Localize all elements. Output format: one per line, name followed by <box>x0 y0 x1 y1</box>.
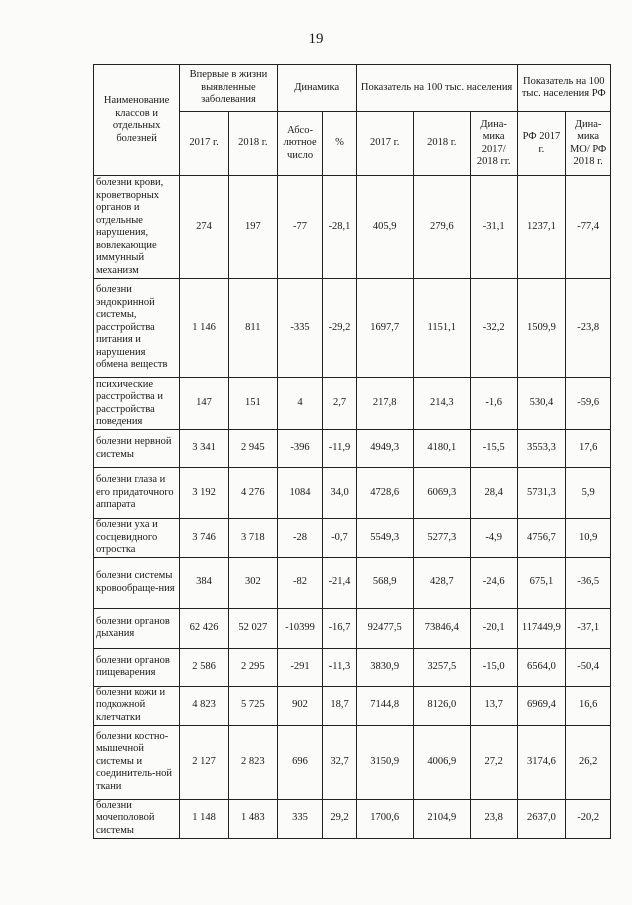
table-row <box>94 176 611 279</box>
cases-2017: 3 192 <box>180 468 229 519</box>
disease-name: болезни системы кровообраще-ния <box>94 557 180 608</box>
rate-2018: 3257,5 <box>413 648 470 686</box>
cases-2018: 4 276 <box>228 468 277 519</box>
disease-name: психические расстройства и расстройства поведения <box>94 378 180 430</box>
rate-2018: 279,6 <box>413 176 470 279</box>
header-rate-per-100k: Показатель на 100 тыс. населения <box>356 65 517 112</box>
cases-2018: 5 725 <box>228 686 277 725</box>
table-row <box>94 686 611 725</box>
dynamics-percent: -11,3 <box>323 648 356 686</box>
disease-name: болезни нервной системы <box>94 430 180 468</box>
cases-2017: 2 127 <box>180 725 229 799</box>
rate-2018: 214,3 <box>413 378 470 430</box>
table-row <box>94 519 611 558</box>
rf-rate-2017: 530,4 <box>517 378 566 430</box>
rate-2017: 4728,6 <box>356 468 413 519</box>
header-rf-2017: РФ 2017 г. <box>517 112 566 176</box>
dynamics-mo-rf: 26,2 <box>566 725 611 799</box>
cases-2017: 3 341 <box>180 430 229 468</box>
rf-rate-2017: 6969,4 <box>517 686 566 725</box>
cases-2017: 62 426 <box>180 608 229 648</box>
dynamics-percent: 2,7 <box>323 378 356 430</box>
header-dynamics: Динамика <box>277 65 356 112</box>
dynamics-percent: -21,4 <box>323 557 356 608</box>
rate-2017: 7144,8 <box>356 686 413 725</box>
dynamics-mo-rf: -50,4 <box>566 648 611 686</box>
dynamics-percent: -29,2 <box>323 279 356 378</box>
table-row <box>94 430 611 468</box>
dynamics-absolute: 4 <box>277 378 323 430</box>
cases-2018: 3 718 <box>228 519 277 558</box>
dynamics-percent: -16,7 <box>323 608 356 648</box>
rate-2018: 2104,9 <box>413 799 470 838</box>
rate-2018: 4180,1 <box>413 430 470 468</box>
rate-2017: 3150,9 <box>356 725 413 799</box>
dynamics-absolute: 902 <box>277 686 323 725</box>
rate-dynamics: -20,1 <box>470 608 517 648</box>
dynamics-mo-rf: -23,8 <box>566 279 611 378</box>
cases-2018: 197 <box>228 176 277 279</box>
dynamics-mo-rf: -77,4 <box>566 176 611 279</box>
rate-2017: 4949,3 <box>356 430 413 468</box>
header-dynamics-mo-rf: Дина-мика МО/ РФ 2018 г. <box>566 112 611 176</box>
dynamics-absolute: 696 <box>277 725 323 799</box>
dynamics-absolute: 1084 <box>277 468 323 519</box>
rate-dynamics: 13,7 <box>470 686 517 725</box>
cases-2017: 4 823 <box>180 686 229 725</box>
rate-dynamics: -24,6 <box>470 557 517 608</box>
rate-2018: 6069,3 <box>413 468 470 519</box>
dynamics-percent: -28,1 <box>323 176 356 279</box>
rate-2017: 1700,6 <box>356 799 413 838</box>
dynamics-absolute: -291 <box>277 648 323 686</box>
table-row <box>94 648 611 686</box>
disease-name: болезни органов пищеварения <box>94 648 180 686</box>
rate-2017: 217,8 <box>356 378 413 430</box>
rate-dynamics: -4,9 <box>470 519 517 558</box>
cases-2018: 151 <box>228 378 277 430</box>
header-first-time-detected: Впервые в жизни выявленные заболевания <box>180 65 278 112</box>
rate-2018: 428,7 <box>413 557 470 608</box>
page-number: 19 <box>308 31 324 47</box>
cases-2018: 1 483 <box>228 799 277 838</box>
disease-statistics-table <box>93 64 611 839</box>
rf-rate-2017: 2637,0 <box>517 799 566 838</box>
dynamics-absolute: -28 <box>277 519 323 558</box>
dynamics-mo-rf: 10,9 <box>566 519 611 558</box>
rate-2017: 405,9 <box>356 176 413 279</box>
cases-2017: 3 746 <box>180 519 229 558</box>
dynamics-mo-rf: -36,5 <box>566 557 611 608</box>
dynamics-mo-rf: 5,9 <box>566 468 611 519</box>
header-year-2017: 2017 г. <box>180 112 229 176</box>
rf-rate-2017: 117449,9 <box>517 608 566 648</box>
rate-2018: 1151,1 <box>413 279 470 378</box>
cases-2018: 2 295 <box>228 648 277 686</box>
dynamics-absolute: -335 <box>277 279 323 378</box>
rate-2018: 4006,9 <box>413 725 470 799</box>
dynamics-mo-rf: -59,6 <box>566 378 611 430</box>
rate-dynamics: 23,8 <box>470 799 517 838</box>
dynamics-percent: 18,7 <box>323 686 356 725</box>
rate-dynamics: -15,5 <box>470 430 517 468</box>
header-percent: % <box>323 112 356 176</box>
rf-rate-2017: 3174,6 <box>517 725 566 799</box>
rf-rate-2017: 1237,1 <box>517 176 566 279</box>
cases-2018: 52 027 <box>228 608 277 648</box>
dynamics-percent: 29,2 <box>323 799 356 838</box>
rf-rate-2017: 3553,3 <box>517 430 566 468</box>
table-row <box>94 608 611 648</box>
header-dynamics-2017-2018: Дина-мика 2017/ 2018 гг. <box>470 112 517 176</box>
table-row <box>94 799 611 838</box>
cases-2018: 2 823 <box>228 725 277 799</box>
cases-2017: 384 <box>180 557 229 608</box>
cases-2017: 1 148 <box>180 799 229 838</box>
table-row <box>94 725 611 799</box>
table-row <box>94 468 611 519</box>
disease-name: болезни кожи и подкожной клетчатки <box>94 686 180 725</box>
disease-name: болезни органов дыхания <box>94 608 180 648</box>
disease-name: болезни глаза и его придаточного аппарата <box>94 468 180 519</box>
rf-rate-2017: 6564,0 <box>517 648 566 686</box>
rate-dynamics: 27,2 <box>470 725 517 799</box>
dynamics-mo-rf: 16,6 <box>566 686 611 725</box>
rate-dynamics: -31,1 <box>470 176 517 279</box>
disease-name: болезни мочеполовой системы <box>94 799 180 838</box>
cases-2018: 811 <box>228 279 277 378</box>
table-row <box>94 557 611 608</box>
cases-2017: 2 586 <box>180 648 229 686</box>
cases-2017: 274 <box>180 176 229 279</box>
rate-dynamics: 28,4 <box>470 468 517 519</box>
table-row <box>94 378 611 430</box>
rf-rate-2017: 675,1 <box>517 557 566 608</box>
rate-2018: 73846,4 <box>413 608 470 648</box>
header-rate-2017: 2017 г. <box>356 112 413 176</box>
cases-2018: 302 <box>228 557 277 608</box>
dynamics-percent: -11,9 <box>323 430 356 468</box>
rate-dynamics: -1,6 <box>470 378 517 430</box>
dynamics-mo-rf: 17,6 <box>566 430 611 468</box>
rate-2017: 568,9 <box>356 557 413 608</box>
header-disease-class: Наименование классов и отдельных болезней <box>94 65 180 176</box>
rf-rate-2017: 5731,3 <box>517 468 566 519</box>
cases-2017: 1 146 <box>180 279 229 378</box>
header-absolute-number: Абсо-лютное число <box>277 112 323 176</box>
rate-2017: 92477,5 <box>356 608 413 648</box>
rf-rate-2017: 1509,9 <box>517 279 566 378</box>
header-rate-rf: Показатель на 100 тыс. населения РФ <box>517 65 610 112</box>
rate-2017: 3830,9 <box>356 648 413 686</box>
rate-2017: 1697,7 <box>356 279 413 378</box>
dynamics-absolute: -77 <box>277 176 323 279</box>
dynamics-percent: 34,0 <box>323 468 356 519</box>
disease-name: болезни эндокринной системы, расстройства питания и нарушения обмена веществ <box>94 279 180 378</box>
dynamics-absolute: -396 <box>277 430 323 468</box>
rate-dynamics: -32,2 <box>470 279 517 378</box>
dynamics-absolute: -10399 <box>277 608 323 648</box>
dynamics-mo-rf: -20,2 <box>566 799 611 838</box>
rate-2017: 5549,3 <box>356 519 413 558</box>
disease-name: болезни крови, кроветворных органов и отдельные нарушения, вовлекающие иммунный механизм <box>94 176 180 279</box>
dynamics-absolute: 335 <box>277 799 323 838</box>
disease-name: болезни костно-мышечной системы и соединитель-ной ткани <box>94 725 180 799</box>
header-year-2018: 2018 г. <box>228 112 277 176</box>
disease-name: болезни уха и сосцевидного отростка <box>94 519 180 558</box>
cases-2017: 147 <box>180 378 229 430</box>
header-rate-2018: 2018 г. <box>413 112 470 176</box>
rf-rate-2017: 4756,7 <box>517 519 566 558</box>
rate-2018: 8126,0 <box>413 686 470 725</box>
dynamics-percent: 32,7 <box>323 725 356 799</box>
dynamics-absolute: -82 <box>277 557 323 608</box>
table-row <box>94 279 611 378</box>
dynamics-mo-rf: -37,1 <box>566 608 611 648</box>
cases-2018: 2 945 <box>228 430 277 468</box>
dynamics-percent: -0,7 <box>323 519 356 558</box>
rate-2018: 5277,3 <box>413 519 470 558</box>
rate-dynamics: -15,0 <box>470 648 517 686</box>
